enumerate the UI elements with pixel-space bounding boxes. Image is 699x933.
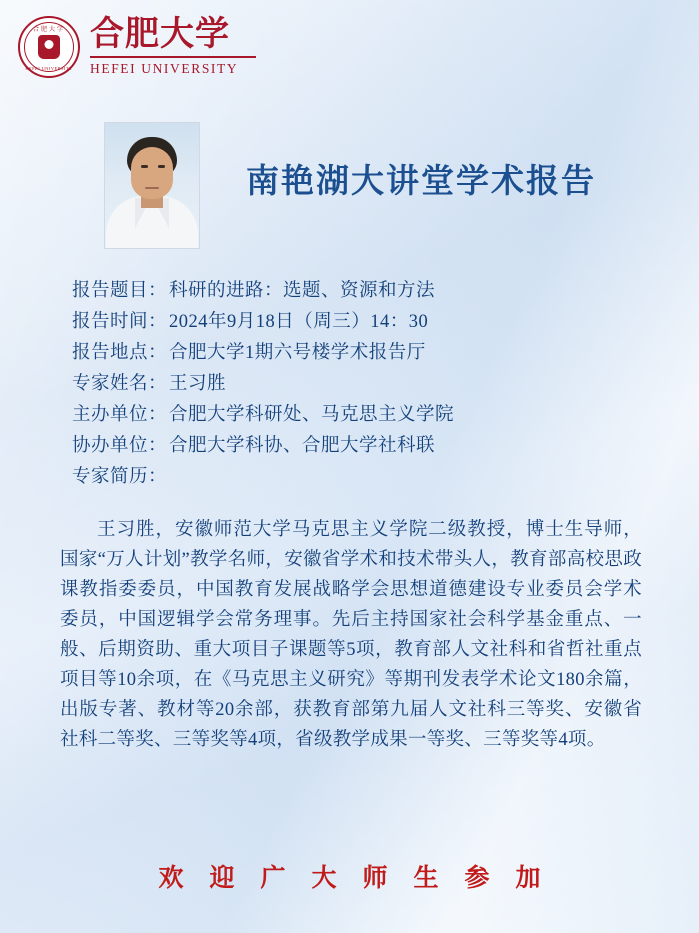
lecture-info-list [72,276,632,493]
info-value: 合肥大学科研处、马克思主义学院 [169,405,455,425]
info-label: 报告题目： [72,281,168,301]
speaker-portrait [104,122,200,249]
welcome-line: 欢迎广大师生参加 [158,865,567,892]
info-value: 王习胜 [169,374,227,394]
info-label: 主办单位： [72,405,168,425]
portrait-face [131,147,173,199]
info-row-time [72,307,632,338]
university-logo [18,16,256,78]
seal-top-text: 合肥大学 [32,27,65,33]
university-seal-icon [18,16,80,78]
portrait-mouth [145,187,159,189]
info-label: 专家简历： [72,467,168,487]
info-row-organizer [72,400,632,431]
info-value: 2024年9月18日（周三）14：30 [169,312,429,332]
info-row-speaker [72,369,632,400]
info-row-location [72,338,632,369]
info-value: 合肥大学1期六号楼学术报告厅 [169,343,426,363]
info-value: 合肥大学科协、合肥大学社科联 [169,436,436,456]
speaker-biography: 王习胜，安徽师范大学马克思主义学院二级教授，博士生导师，国家“万人计划”教学名师，安徽省学术和技术带头人，教育部高校思政课教指委委员，中国教育发展战略学会思想道德建设专业委员会学术委员，中国逻辑学会常务理事。先后主持国家社会科学基金重点、一般、后期资助、重大项目子课题等5项，教育部人文社科和省哲社重点项目等10余项，在《马克思主义研究》等期刊发表学术论文180余篇，出版专著、教材等20余部，获教育部第九届人文社科三等奖、安徽省社科二等奖、三等奖等4项，省级教学成果一等奖、三等奖等4项。 [60,520,642,750]
portrait-eye-right [158,165,165,168]
info-label: 专家姓名： [72,374,168,394]
info-label: 报告地点： [72,343,168,363]
wordmark-chinese: 合肥大学 [90,16,230,54]
info-row-coorganizer [72,431,632,462]
info-row-topic [72,276,632,307]
portrait-eye-left [141,165,148,168]
page-title: 南艳湖大讲堂学术报告 [246,164,596,200]
info-label: 协办单位： [72,436,168,456]
info-value: 科研的进路：选题、资源和方法 [169,281,436,301]
seal-emblem-icon [38,35,60,59]
seal-bottom-text: HEFEI UNIVERSITY [25,66,73,71]
university-wordmark [90,17,256,77]
info-label: 报告时间： [72,312,168,332]
wordmark-divider [90,56,256,58]
info-row-biography-heading [72,462,632,493]
wordmark-english: HEFEI UNIVERSITY [90,60,239,76]
